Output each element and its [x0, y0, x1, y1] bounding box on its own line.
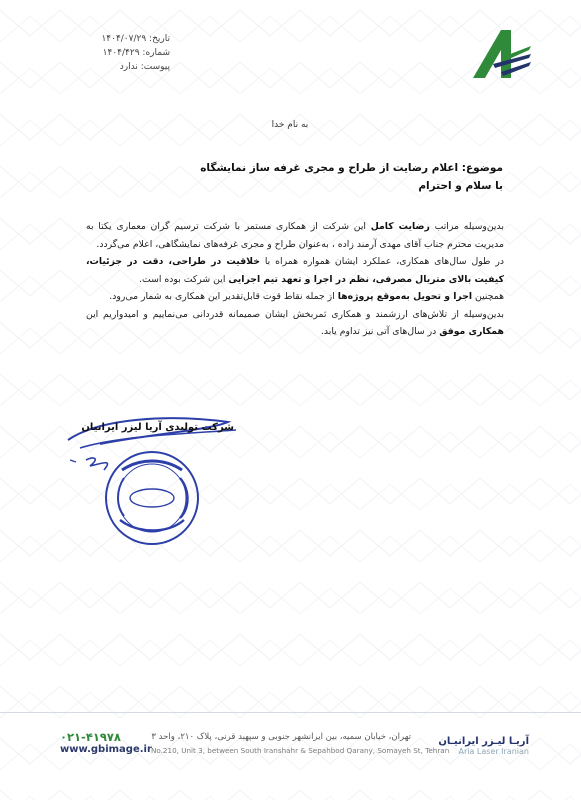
- body-paragraph-1: بدین‌وسیله مراتب رضایت کامل این شرکت از همکاری مستمر با شرکت ترسیم گران معماری یکتا به مدیریت محترم جناب آقای مهدی آرمند زاده ، به‌عنوان طراح و مجری غرفه‌های نمایشگاهی، اعلام می‌گردد.: [86, 221, 504, 250]
- footer-address-fa: تهران، خیابان سمیه، بین ایرانشهر جنوبی و سپهبد قرنی، پلاک ۲۱۰، واحد ۳: [151, 732, 411, 742]
- footer-brand-fa: آریـا لیـزر ایرانیـان: [438, 736, 529, 747]
- salutation: به نام خدا: [271, 120, 309, 130]
- footer-address: [151, 730, 450, 758]
- footer-website-link[interactable]: www.gbimage.ir: [60, 744, 152, 755]
- body-paragraph-3: همچنین اجرا و تحویل به‌موقع پروژه‌ها از جمله نقاط قوت قابل‌تقدیر این همکاری به شمار می‌رود.: [109, 291, 504, 302]
- footer-contact: [60, 730, 170, 755]
- letter-body: [86, 218, 504, 341]
- letter-attachment: پیوست: ندارد: [119, 62, 170, 72]
- letter-subject-block: [63, 159, 503, 195]
- footer-phone: ۰۲۱-۴۱۹۷۸: [60, 730, 121, 744]
- company-logo-icon: [471, 28, 533, 80]
- body-paragraph-4: بدین‌وسیله از تلاش‌های ارزشمند و همکاری ثمربخش ایشان صمیمانه قدردانی می‌نماییم و امیدواریم این همکاری موفق در سال‌های آتی نیز تداوم یابد.: [86, 308, 504, 337]
- letter-meta: [60, 32, 170, 74]
- footer-address-en: No.210, Unit 3, between South Iranshahr & Sepahbod Qarany, Somayeh St, Tehran: [151, 746, 450, 755]
- signature-company-name: شرکت تولیدی آریا لیزر ایرانیان: [81, 422, 234, 433]
- letter-subject: موضوع: اعلام رضایت از طراح و مجری غرفه ساز نمایشگاه: [200, 162, 503, 174]
- body-paragraph-2: در طول سال‌های همکاری، عملکرد ایشان همواره همراه با خلاقیت در طراحی، دقت در جزئیات، کیفیت بالای متریال مصرفی، نظم در اجرا و تعهد تیم اجرایی این شرکت بوده است.: [86, 256, 504, 285]
- letter-number: شماره: ۱۴۰۴/۴۲۹: [102, 48, 170, 58]
- footer-divider: [0, 712, 581, 713]
- letter-greeting: با سلام و احترام: [418, 180, 503, 192]
- footer-brand-en: Aria Laser Iranian: [458, 747, 529, 756]
- letter-date: تاریخ: ۱۴۰۴/۰۷/۲۹: [101, 34, 170, 44]
